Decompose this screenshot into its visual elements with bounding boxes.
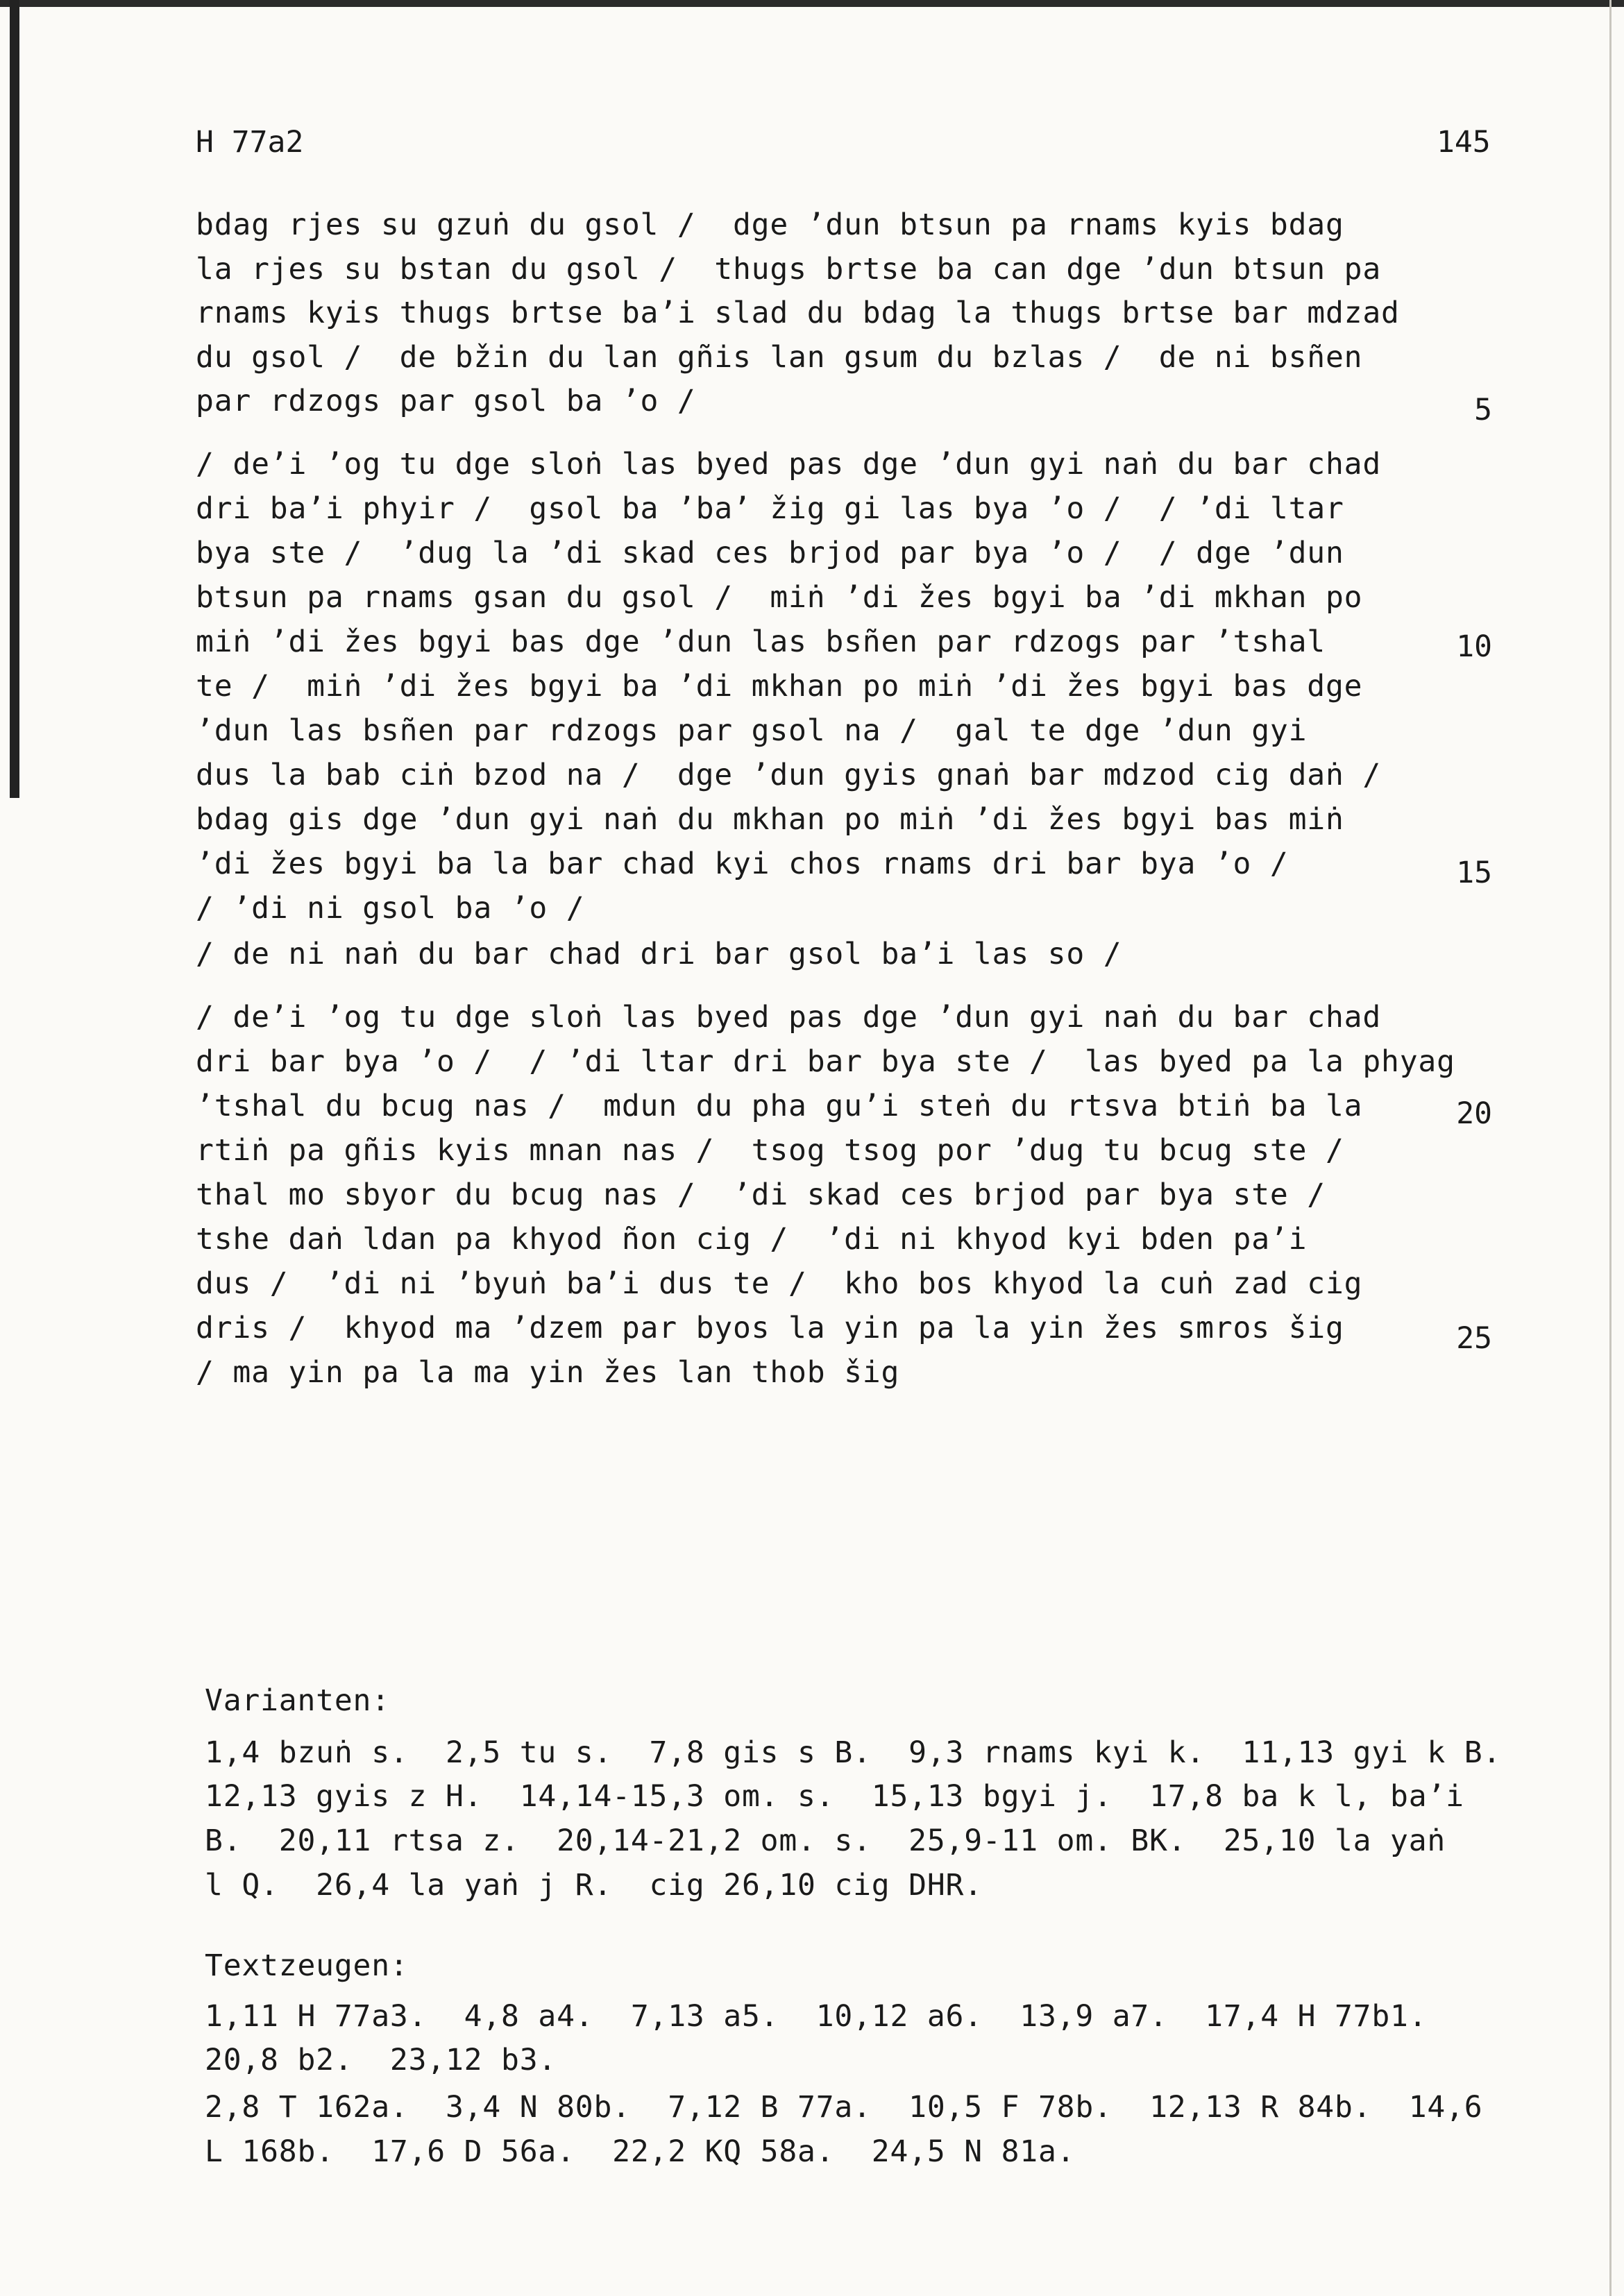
line-number: 15 <box>1456 856 1492 890</box>
text-line: tshe daṅ ldan pa khyod ñon cig / ’di ni khyod kyi bden pa’i <box>196 1222 1308 1257</box>
page-number: 145 <box>1437 125 1491 160</box>
witness-line: 1,11 H 77a3. 4,8 a4. 7,13 a5. 10,12 a6. 13,9 a7. 17,4 H 77b1. <box>205 1999 1428 2034</box>
text-line: / ma yin pa la ma yin žes lan thob šig <box>196 1355 900 1390</box>
text-line: / de’i ’og tu dge sloṅ las byed pas dge ’dun gyi naṅ du bar chad <box>196 1000 1382 1035</box>
witness-line: 20,8 b2. 23,12 b3. <box>205 2043 557 2077</box>
text-line: dus la bab ciṅ bzod na / dge ’dun gyis gnaṅ bar mdzod cig daṅ / <box>196 758 1382 792</box>
text-line: rtiṅ pa gñis kyis mnan nas / tsog tsog por ’dug tu bcug ste / <box>196 1133 1344 1168</box>
text-line: ’di žes bgyi ba la bar chad kyi chos rnams dri bar bya ’o / <box>196 847 1289 881</box>
text-line: / de’i ’og tu dge sloṅ las byed pas dge ’dun gyi naṅ du bar chad <box>196 447 1382 482</box>
text-line: dri ba’i phyir / gsol ba ’ba’ žig gi las bya ’o / / ’di ltar <box>196 491 1344 526</box>
line-number: 25 <box>1456 1321 1492 1356</box>
witness-line: 2,8 T 162a. 3,4 N 80b. 7,12 B 77a. 10,5 F 78b. 12,13 R 84b. 14,6 <box>205 2090 1483 2125</box>
text-line: rnams kyis thugs brtse ba’i slad du bdag la thugs brtse bar mdzad <box>196 296 1400 330</box>
text-line: thal mo sbyor du bcug nas / ’di skad ces brjod par bya ste / <box>196 1177 1326 1212</box>
variants-heading: Varianten: <box>205 1683 390 1718</box>
line-number: 20 <box>1456 1096 1492 1131</box>
variant-line: B. 20,11 rtsa z. 20,14-21,2 om. s. 25,9-11 om. BK. 25,10 la yaṅ <box>205 1823 1446 1858</box>
folio-reference: H 77a2 <box>196 125 304 160</box>
text-line: bdag gis dge ’dun gyi naṅ du mkhan po miṅ ’di žes bgyi bas miṅ <box>196 802 1344 837</box>
text-line: dri bar bya ’o / / ’di ltar dri bar bya ste / las byed pa la phyag <box>196 1044 1455 1079</box>
witness-line: L 168b. 17,6 D 56a. 22,2 KQ 58a. 24,5 N 81a. <box>205 2134 1076 2169</box>
text-line: ’tshal du bcug nas / mdun du pha gu’i steṅ du rtsva btiṅ ba la <box>196 1089 1363 1123</box>
text-line: par rdzogs par gsol ba ’o / <box>196 384 696 418</box>
scan-edge-right <box>1609 0 1612 2296</box>
text-line: bdag rjes su gzuṅ du gsol / dge ’dun btsun pa rnams kyis bdag <box>196 207 1344 242</box>
text-line: miṅ ’di žes bgyi bas dge ’dun las bsñen par rdzogs par ’tshal <box>196 624 1326 659</box>
text-line: te / miṅ ’di žes bgyi ba ’di mkhan po miṅ ’di žes bgyi bas dge <box>196 669 1363 704</box>
variant-line: 12,13 gyis z H. 14,14-15,3 om. s. 15,13 bgyi j. 17,8 ba k l, ba’i <box>205 1779 1464 1814</box>
text-line: bya ste / ’dug la ’di skad ces brjod par bya ’o / / dge ’dun <box>196 536 1344 570</box>
text-line: btsun pa rnams gsan du gsol / miṅ ’di žes bgyi ba ’di mkhan po <box>196 580 1363 615</box>
text-line: dus / ’di ni ’byuṅ ba’i dus te / kho bos khyod la cuṅ zad cig <box>196 1266 1363 1301</box>
witnesses-heading: Textzeugen: <box>205 1948 409 1983</box>
variant-line: l Q. 26,4 la yaṅ j R. cig 26,10 cig DHR. <box>205 1868 983 1903</box>
scan-edge-top <box>0 0 1624 7</box>
text-line: dris / khyod ma ’dzem par byos la yin pa la yin žes smros šig <box>196 1311 1344 1345</box>
line-number: 5 <box>1474 393 1492 427</box>
text-line: la rjes su bstan du gsol / thugs brtse ba can dge ’dun btsun pa <box>196 252 1382 287</box>
variant-line: 1,4 bzuṅ s. 2,5 tu s. 7,8 gis s B. 9,3 rnams kyi k. 11,13 gyi k B. <box>205 1735 1502 1770</box>
text-line: / de ni naṅ du bar chad dri bar gsol ba’i las so / <box>196 937 1122 971</box>
line-number: 10 <box>1456 629 1492 664</box>
text-line: / ’di ni gsol ba ’o / <box>196 891 585 926</box>
text-line: ’dun las bsñen par rdzogs par gsol na / gal te dge ’dun gyi <box>196 713 1308 748</box>
scan-edge-left <box>10 0 19 798</box>
text-line: du gsol / de bžin du lan gñis lan gsum du bzlas / de ni bsñen <box>196 340 1363 375</box>
